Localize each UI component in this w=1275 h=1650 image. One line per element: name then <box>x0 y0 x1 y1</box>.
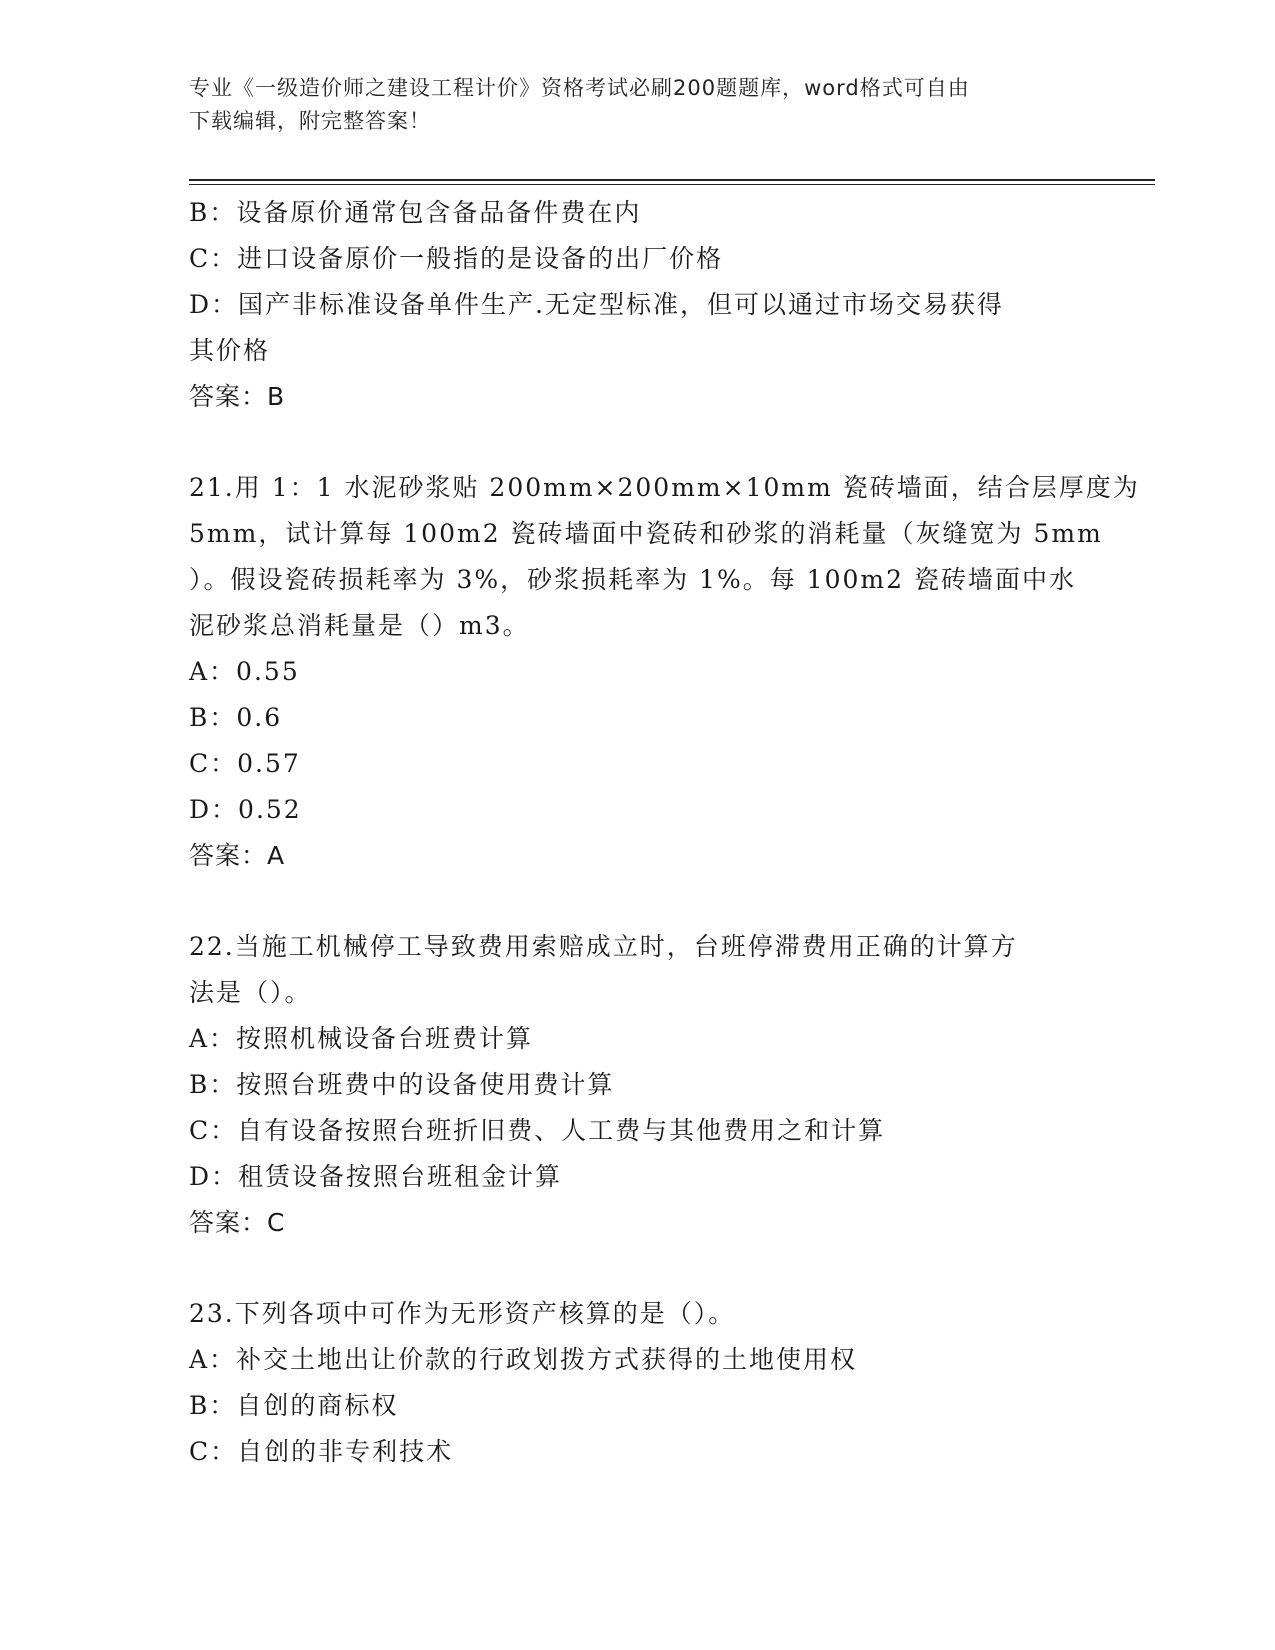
option-a: A：按照机械设备台班费计算 <box>189 1024 534 1053</box>
question-stem: 泥砂浆总消耗量是（）m3。 <box>189 611 530 640</box>
question-stem: 23.下列各项中可作为无形资产核算的是（）。 <box>189 1299 736 1328</box>
option-a: A：补交土地出让价款的行政划拨方式获得的土地使用权 <box>189 1345 858 1374</box>
option-c: C：自创的非专利技术 <box>189 1437 454 1466</box>
header-rule-thin <box>189 184 1155 185</box>
option-b: B：0.6 <box>189 703 283 732</box>
header-line-1: 专业《一级造价师之建设工程计价》资格考试必刷200题题库，word格式可自由 <box>189 76 970 100</box>
answer-line: 答案：A <box>189 841 286 870</box>
header-line-2: 下载编辑，附完整答案！ <box>189 109 431 133</box>
option-d: D：国产非标准设备单件生产.无定型标准，但可以通过市场交易获得 <box>189 290 1004 319</box>
option-b: B：自创的商标权 <box>189 1391 399 1420</box>
question-stem: ）。假设瓷砖损耗率为 3%，砂浆损耗率为 1%。每 100m2 瓷砖墙面中水 <box>189 565 1076 594</box>
question-spacer <box>189 1246 1089 1291</box>
option-a: A：0.55 <box>189 657 300 686</box>
question-20 <box>189 190 1089 420</box>
option-d-continued: 其价格 <box>189 336 271 365</box>
option-d: D：租赁设备按照台班租金计算 <box>189 1162 563 1191</box>
question-21 <box>189 465 1140 879</box>
option-b: B：按照台班费中的设备使用费计算 <box>189 1070 615 1099</box>
question-stem: 21.用 1：1 水泥砂浆贴 200mm×200mm×10mm 瓷砖墙面，结合层厚度为 <box>189 473 1140 502</box>
question-list <box>189 190 1140 1475</box>
question-23 <box>189 1291 1089 1475</box>
answer-line: 答案：B <box>189 382 286 411</box>
header-rule-thick <box>189 179 1155 181</box>
question-stem: 22.当施工机械停工导致费用索赔成立时，台班停滞费用正确的计算方 <box>189 932 1018 961</box>
option-c: C：0.57 <box>189 749 301 778</box>
answer-line: 答案：C <box>189 1208 286 1237</box>
question-stem: 法是（）。 <box>189 978 312 1007</box>
question-22 <box>189 924 1089 1246</box>
option-c: C：进口设备原价一般指的是设备的出厂价格 <box>189 244 724 273</box>
document-header <box>189 72 1089 138</box>
option-d: D：0.52 <box>189 795 302 824</box>
question-stem: 5mm，试计算每 100m2 瓷砖墙面中瓷砖和砂浆的消耗量（灰缝宽为 5mm <box>189 519 1103 548</box>
question-spacer <box>189 879 1089 924</box>
question-spacer <box>189 420 1089 465</box>
option-c: C：自有设备按照台班折旧费、人工费与其他费用之和计算 <box>189 1116 886 1145</box>
option-b: B：设备原价通常包含备品备件费在内 <box>189 198 642 227</box>
